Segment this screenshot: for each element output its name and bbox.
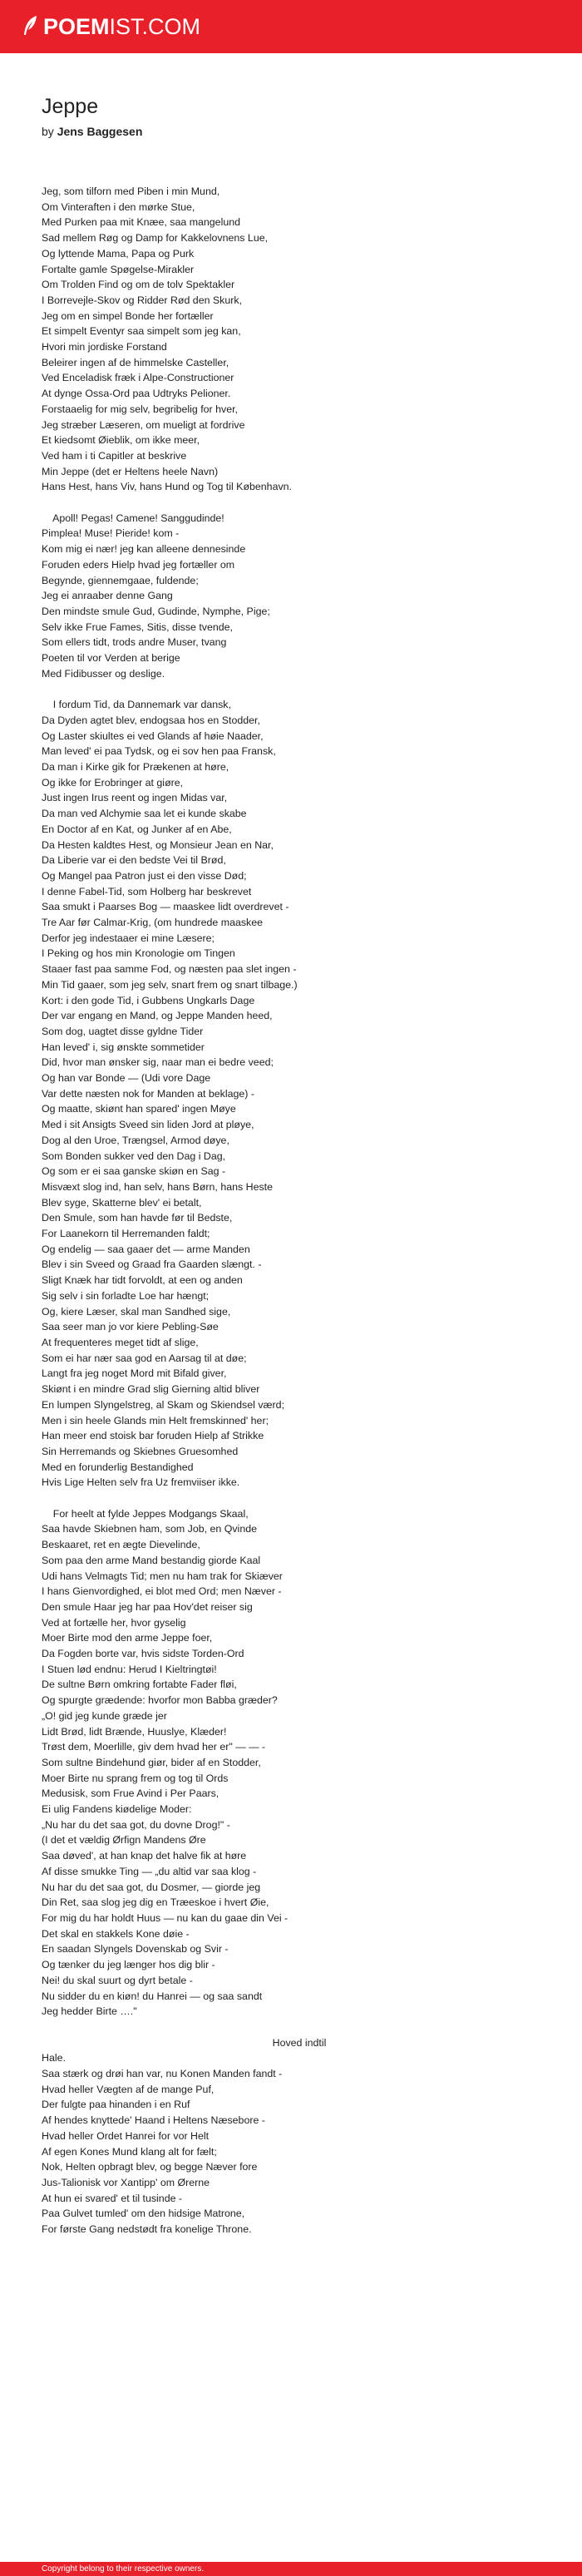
poem-line: Derfor jeg indestaaer ei mine Læsere; [42, 932, 215, 944]
poem-line: En lumpen Slyngelstreg, al Skam og Skiendsel værd; [42, 1398, 285, 1411]
poem-line: Og han var Bonde — (Udi vore Dage [42, 1072, 211, 1085]
poem-line: I Borrevejle-Skov og Ridder Rød den Skurk, [42, 294, 243, 306]
poem-line: Ved at fortælle her, hvor gyselig [42, 1616, 186, 1629]
feather-quill-icon [22, 15, 38, 37]
stanza [42, 1506, 557, 2020]
poem-line: Han meer end stoisk bar foruden Hielp af Strikke [42, 1430, 264, 1442]
stanza [42, 697, 557, 1491]
poem-line: Og som er ei saa ganske skiøn en Sag - [42, 1165, 226, 1178]
site-footer [0, 2562, 582, 2576]
poem-line: Med en forunderlig Bestandighed [42, 1461, 194, 1473]
poem-line: Som Bonden sukker ved den Dag i Dag, [42, 1150, 226, 1162]
poem-line: I denne Fabel-Tid, som Holberg har beskrevet [42, 885, 252, 897]
poem-line: Kort: i den gode Tid, i Gubbens Ungkarls Dage [42, 994, 255, 1006]
poem-line: Hvis Lige Helten selv fra Uz fremviiser ikke. [42, 1476, 240, 1489]
poem-line: Om Trolden Find og om de tolv Spektakler [42, 279, 235, 291]
poem-line: Beskaaret, ret en ægte Dievelinde, [42, 1539, 200, 1551]
poem-line: At frequenteres meget tidt af slige, [42, 1337, 199, 1348]
poem-line: Der fulgte paa hinanden i en Ruf [42, 2099, 190, 2111]
poem-line: Paa Gulvet tumled' om den hidsige Matrone, [42, 2208, 245, 2220]
poem-line: Da man i Kirke gik for Prækenen at høre, [42, 760, 229, 773]
poem-line: Did, hvor man ønsker sig, naar man ei bedre veed; [42, 1056, 274, 1069]
poem-line: Sig selv i sin forladte Loe har hængt; [42, 1289, 210, 1302]
stanza [42, 2035, 557, 2237]
poem-line: Din Ret, saa slog jeg dig en Træeskoe i hvert Øie, [42, 1896, 269, 1909]
poem-line: Udi hans Velmagts Tid; men nu ham trak for Skiæver [42, 1570, 283, 1582]
logo-text-bold: POEM [43, 14, 110, 39]
poem-line: Kom mig ei nær! jeg kan alleene dennesinde [42, 543, 246, 556]
poem-line: Som ei har nær saa god en Aarsag til at døe; [42, 1352, 247, 1364]
poem-line: Moer Birte mod den arme Jeppe foer, [42, 1632, 213, 1644]
poem-line: Og spurgte grædende: hvorfor mon Babba græder? [42, 1694, 278, 1707]
poem-line: Trøst dem, Moerlille, giv dem hvad her er" — — - [42, 1741, 266, 1753]
poem-line: Var dette næsten nok for Manden at beklage) - [42, 1087, 254, 1100]
poem-line: Det skal en stakkels Kone døie - [42, 1927, 190, 1940]
poem-line: De sultne Børn omkring fortabte Fader fløi, [42, 1679, 237, 1691]
poem-line: Og tænker du jeg længer hos dig blir - [42, 1959, 215, 1971]
poem-line: Som sultne Bindehund giør, bider af en Stodder, [42, 1756, 261, 1768]
poem-line: Jeg, som tilforn med Piben i min Mund, [42, 185, 220, 197]
poem-line: Hvori min jordiske Forstand [42, 341, 167, 354]
poem-line: Og endelig — saa gaaer det — arme Manden [42, 1243, 250, 1255]
poem-line: Saa havde Skiebnen ham, som Job, en Qvinde [42, 1523, 257, 1535]
poem-line: Med i sit Ansigts Sveed sin liden Jord at pløye, [42, 1119, 254, 1131]
poem-line: Da Fogden borte var, hvis sidste Torden-Ord [42, 1648, 244, 1660]
poem-line: Et kiedsomt Øieblik, om ikke meer, [42, 434, 200, 447]
poem-line: Saa stærk og drøi han var, nu Konen Manden fandt - [42, 2068, 283, 2080]
site-logo[interactable] [22, 11, 200, 42]
poem-line: For Laanekorn til Herremanden faldt; [42, 1228, 210, 1240]
poem-line: En Doctor af en Kat, og Junker af en Abe, [42, 823, 232, 835]
poem-line: Den smule Haar jeg har paa Hov'det reiser sig [42, 1600, 253, 1613]
poem-line: Lidt Brød, lidt Brænde, Huuslye, Klæder! [42, 1725, 227, 1738]
poem-line: „O! gid jeg kunde græde jer [42, 1709, 167, 1722]
poem-line: Ved ham i ti Capitler at beskrive [42, 449, 187, 462]
poem-line: I hans Gienvordighed, ei blot med Ord; men Næver - [42, 1585, 282, 1598]
poem-line: Just ingen Irus reent og ingen Midas var, [42, 792, 228, 804]
poem-line: Moer Birte nu sprang frem og tog til Ords [42, 1772, 229, 1784]
poem-line: Jeg stræber Læseren, om mueligt at fordrive [42, 418, 245, 431]
poem-line: Blev syge, Skatterne blev' ei betalt, [42, 1196, 202, 1209]
poem-title: Jeppe [42, 95, 99, 118]
poem-line: I fordum Tid, da Dannemark var dansk, [42, 699, 231, 711]
poem-line: En saadan Slyngels Dovenskab og Svir - [42, 1943, 229, 1955]
poem-line: For mig du har holdt Huus — nu kan du gaae din Vei - [42, 1912, 289, 1924]
poem-line: Et simpelt Eventyr saa simpelt som jeg kan, [42, 325, 241, 338]
poem-line: I Peking og hos min Kronologie om Tingen [42, 947, 235, 960]
poem-line: Og Laster skiultes ei ved Glands af høie Naader, [42, 729, 264, 742]
poem-line: Da Hesten kaldtes Hest, og Monsieur Jean en Nar, [42, 838, 274, 851]
poem-line: At hun ei svared' et til tusinde - [42, 2192, 183, 2204]
poem-line: Som dog, uagtet disse gyldne Tider [42, 1025, 204, 1037]
poem-line: Staaer fast paa samme Fod, og næsten paa slet ingen - [42, 963, 297, 976]
poem-line: Hans Hest, hans Viv, hans Hund og Tog til København. [42, 481, 292, 493]
poem-line: Om Vinteraften i den mørke Stue, [42, 200, 195, 213]
stanza [42, 511, 557, 682]
poem-line: For heelt at fylde Jeppes Modgangs Skaal, [42, 1507, 249, 1520]
poem-line: Skiønt i en mindre Grad slig Gierning altid bliver [42, 1383, 260, 1396]
poem-line: Af disse smukke Ting — „du altid var saa klog - [42, 1865, 257, 1877]
poem-line: Af hendes knyttede' Haand i Heltens Næsebore - [42, 2114, 265, 2127]
poem-line: At dynge Ossa-Ord paa Udtryks Pelioner. [42, 388, 231, 400]
poem-line: Pimplea! Muse! Pieride! kom - [42, 527, 180, 540]
logo-text-light: IST.COM [109, 14, 201, 39]
poem-line: Og ikke for Erobringer at giøre, [42, 776, 184, 789]
poem-line: Og maatte, skiønt han spared' ingen Møye [42, 1103, 236, 1115]
poem-line: Der var engang en Mand, og Jeppe Manden heed, [42, 1010, 273, 1022]
site-header [0, 0, 582, 53]
poem-line: Min Jeppe (det er Heltens heele Navn) [42, 465, 219, 477]
poem-line: Beleirer ingen af de himmelske Casteller, [42, 356, 229, 368]
poem-line: Fortalte gamle Spøgelse-Mirakler [42, 263, 195, 275]
poem-line: Saa seer man jo vor kiere Pebling-Søe [42, 1321, 219, 1333]
poem-line: Medusisk, som Frue Avind i Per Paars, [42, 1787, 219, 1800]
byline [42, 125, 142, 138]
poem-line: Og lyttende Mama, Papa og Purk [42, 247, 195, 260]
poem-line: Selv ikke Frue Fames, Sitis, disse tvende, [42, 621, 234, 633]
poem-line: Tre Aar før Calmar-Krig, (om hundrede maaskee [42, 917, 264, 929]
poem-line: Nu sidder du en kiøn! du Hanrei — og saa sandt [42, 1990, 263, 2002]
poem-line: Sligt Knæk har tidt forvoldt, at een og anden [42, 1274, 243, 1287]
poem-line: Men i sin heele Glands min Helt fremskinned' her; [42, 1414, 269, 1426]
poem-line: Foruden eders Hielp hvad jeg fortæller om [42, 558, 235, 571]
poem-line: Han leved' i, sig ønskte sommetider [42, 1041, 205, 1053]
poem-line: Begynde, giennemgaae, fuldende; [42, 574, 199, 586]
poem-line: Apoll! Pegas! Camene! Sanggudinde! [42, 512, 224, 524]
poem-line: For første Gang nedstødt fra konelige Throne. [42, 2223, 252, 2236]
poem-line: Saa smukt i Paarses Bog — maaskee lidt overdrevet - [42, 901, 289, 913]
stanza-heading: Hoved indtil [272, 2036, 327, 2049]
poem-line: Som ellers tidt, trods andre Muser, tvang [42, 636, 227, 649]
poem-line: Jeg om en simpel Bonde her fortæller [42, 309, 214, 322]
poem-line: Blev i sin Sveed og Graad fra Gaarden slængt. - [42, 1258, 262, 1271]
poem-line: Af egen Kones Mund klang alt for fælt; [42, 2145, 217, 2158]
poem-line: Og, kiere Læser, skal man Sandhed sige, [42, 1305, 231, 1318]
poem-line: Med Fidibusser og deslige. [42, 667, 165, 680]
poem-line: Da man ved Alchymie saa let ei kunde skabe [42, 808, 247, 820]
poem-line: Og Mangel paa Patron just ei den visse Død; [42, 869, 247, 882]
poem-line: „Nu har du det saa got, du dovne Drog!" - [42, 1818, 230, 1831]
poem-line: Langt fra jeg noget Mord mit Bifald giver, [42, 1367, 227, 1380]
poem-line: Nu har du det saa got, du Dosmer, — giorde jeg [42, 1881, 261, 1893]
poem-line: (I det et vældig Ørfign Mandens Øre [42, 1834, 206, 1847]
poem-line: Den mindste smule Gud, Gudinde, Nymphe, Pige; [42, 605, 270, 617]
poem-line: Saa døved', at han knap det halve fik at høre [42, 1850, 247, 1862]
poem-line: Jus-Talionisk vor Xantipp' om Ørerne [42, 2176, 210, 2188]
poem-line: Jeg ei anraaber denne Gang [42, 590, 173, 602]
poem-line: Som paa den arme Mand bestandig giorde Kaal [42, 1554, 261, 1566]
stanza [42, 184, 557, 495]
author-name[interactable]: Jens Baggesen [57, 125, 143, 138]
poem-line: Nei! du skal suurt og dyrt betale - [42, 1974, 193, 1986]
poem-line: Man leved' ei paa Tydsk, og ei sov hen paa Fransk, [42, 745, 276, 758]
poem-line: Poeten til vor Verden at berige [42, 652, 180, 665]
poem-line: Dog al den Uroe, Trængsel, Armod døye, [42, 1134, 229, 1146]
poem-line: Ei ulig Fandens kiødelige Moder: [42, 1803, 192, 1816]
poem-line: Sad mellem Røg og Damp for Kakkelovnens Lue, [42, 232, 269, 245]
poem-line: Nok, Helten opbragt blev, og begge Næver fore [42, 2161, 258, 2173]
poem-line: Misvæxt slog ind, han selv, hans Børn, hans Heste [42, 1180, 273, 1193]
poem-line: Hale. [42, 2052, 66, 2064]
by-label: by [42, 125, 54, 138]
poem-line: Forstaaelig for mig selv, begribelig for hver, [42, 403, 238, 415]
poem-line: Med Purken paa mit Knæe, saa mangelund [42, 216, 241, 229]
copyright-notice: Copyright belong to their respective owners. [42, 2564, 205, 2574]
poem-line: I Stuen lød endnu: Herud I Kieltringtøi! [42, 1663, 217, 1675]
poem-line: Jeg hedder Birte …." [42, 2005, 137, 2018]
poem-line: Den Smule, som han havde før til Bedste, [42, 1212, 233, 1224]
poem-line: Da Dyden agtet blev, endogsaa hos en Stodder, [42, 714, 260, 726]
poem-line: Da Liberie var ei den bedste Vei til Brød, [42, 854, 226, 867]
poem-line: Ved Enceladisk fræk i Alpe-Constructioner [42, 372, 234, 384]
poem-line: Hvad heller Ordet Hanrei for vor Helt [42, 2129, 210, 2142]
poem-line: Min Tid gaaer, som jeg selv, snart frem og snart tilbage.) [42, 978, 298, 991]
poem-line: Sin Herremands og Skiebnes Gruesomhed [42, 1445, 239, 1457]
poem-body [42, 184, 557, 2252]
poem-line: Hvad heller Vægten af de mange Puf, [42, 2083, 215, 2095]
